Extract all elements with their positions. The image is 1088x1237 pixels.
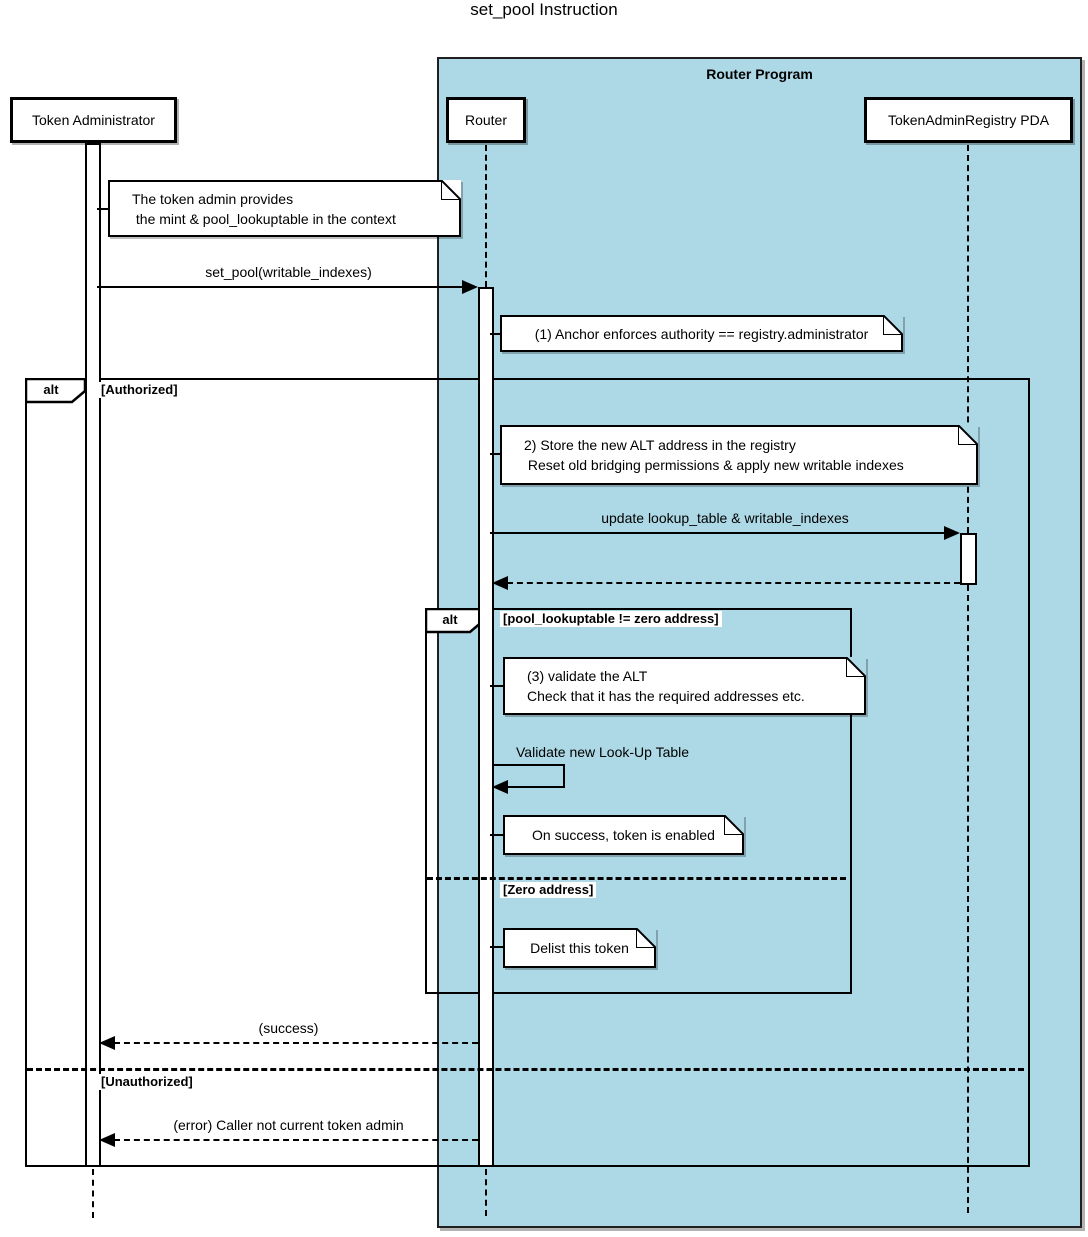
note-store-alt: 2) Store the new ALT address in the registry Reset old bridging permissions & apply new writable indexes <box>500 425 978 485</box>
guard-unauthorized: [Unauthorized] <box>98 1074 196 1090</box>
note-connector <box>490 333 500 335</box>
guard-pool-lookuptable-nonzero: [pool_lookuptable != zero address] <box>500 611 722 627</box>
arrowhead-right-icon <box>462 280 478 294</box>
alt-divider-unauthorized <box>27 1068 1024 1071</box>
arrowhead-left-icon <box>492 576 508 590</box>
self-message-top-line <box>492 764 565 766</box>
message-line-update-return <box>507 582 960 584</box>
message-line-error-return <box>114 1139 478 1141</box>
message-line-success-return <box>114 1042 478 1044</box>
participant-registry-pda: TokenAdminRegistry PDA <box>864 97 1073 143</box>
note-anchor-check: (1) Anchor enforces authority == registry.administrator <box>500 315 903 352</box>
message-set-pool: set_pool(writable_indexes) <box>205 264 372 280</box>
note-delist: Delist this token <box>503 928 656 968</box>
lifeline-router-lower <box>485 1169 487 1216</box>
note-fold-icon <box>958 425 978 445</box>
lifeline-token-administrator <box>92 1169 94 1218</box>
note-token-enabled: On success, token is enabled <box>503 815 744 855</box>
message-line-update-lookup <box>490 532 945 534</box>
message-line-set-pool <box>97 286 463 288</box>
note-fold-icon <box>846 657 866 677</box>
note-fold-icon <box>636 928 656 948</box>
note-connector <box>490 834 503 836</box>
arrowhead-left-icon <box>492 780 508 794</box>
message-success-return: (success) <box>258 1020 319 1036</box>
note-connector <box>490 946 503 948</box>
lifeline-router-upper <box>485 145 487 287</box>
page-title: set_pool Instruction <box>470 0 618 19</box>
note-context: The token admin provides the mint & pool_lookuptable in the context <box>108 180 461 237</box>
alt-operator-inner: alt <box>442 611 458 627</box>
arrowhead-right-icon <box>944 526 960 540</box>
note-connector <box>97 208 108 210</box>
message-validate-self: Validate new Look-Up Table <box>516 744 690 760</box>
participant-token-administrator: Token Administrator <box>10 97 177 143</box>
note-fold-icon <box>724 815 744 835</box>
router-program-frame-label: Router Program <box>706 66 813 82</box>
note-validate-alt: (3) validate the ALT Check that it has the required addresses etc. <box>503 657 866 715</box>
alt-operator-outer: alt <box>43 381 59 397</box>
self-message-bottom-line <box>507 786 565 788</box>
self-message-side-line <box>563 764 565 787</box>
activation-registry-pda <box>960 533 977 585</box>
arrowhead-left-icon <box>99 1036 115 1050</box>
arrowhead-left-icon <box>99 1133 115 1147</box>
guard-zero-address: [Zero address] <box>500 882 596 898</box>
note-connector <box>490 453 500 455</box>
alt-divider-zero-address <box>427 877 846 880</box>
lifeline-registry-pda-lower <box>967 585 969 1213</box>
activation-token-administrator <box>85 143 101 1167</box>
note-connector <box>490 685 503 687</box>
guard-authorized: [Authorized] <box>98 382 181 398</box>
message-error-return: (error) Caller not current token admin <box>173 1117 404 1133</box>
message-update-lookup: update lookup_table & writable_indexes <box>601 510 849 526</box>
note-fold-icon <box>883 315 903 335</box>
note-fold-icon <box>441 180 461 200</box>
participant-router: Router <box>446 97 526 143</box>
activation-router <box>478 287 494 1167</box>
